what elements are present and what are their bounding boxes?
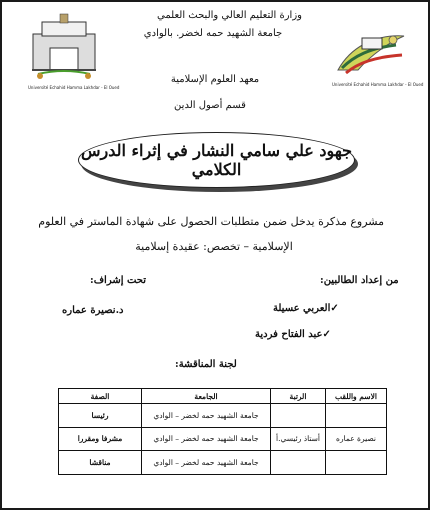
table-header-row bbox=[59, 389, 387, 404]
table-header-role: الصفة bbox=[59, 389, 142, 404]
project-description-line-2: الإسلامية – تخصص: عقيدة إسلامية bbox=[135, 240, 293, 253]
table-row bbox=[59, 427, 387, 451]
table-cell-role: مشرفا ومقررا bbox=[59, 427, 142, 451]
table-cell-university: جامعة الشهيد حمه لخضر – الوادي bbox=[142, 427, 271, 451]
thesis-title: جهود علي سامي النشار في إثراء الدرس الكلامي bbox=[78, 132, 355, 188]
table-cell-rank bbox=[271, 404, 326, 428]
institute-heading: معهد العلوم الإسلامية bbox=[170, 74, 260, 85]
committee-label: لجنة المناقشة: bbox=[175, 359, 237, 370]
students-label: من إعداد الطالبين: bbox=[320, 275, 399, 286]
supervisor-name: د.نصيرة عماره bbox=[62, 305, 124, 316]
table-row bbox=[59, 451, 387, 475]
logo-caption-left: Université Echahid Hamma Lakhdar - El Oued bbox=[28, 85, 120, 90]
department-heading: قسم أصول الدين bbox=[174, 100, 246, 111]
cropped-footer-text bbox=[115, 496, 315, 504]
table-cell-rank bbox=[271, 451, 326, 475]
table-header-name: الاسم واللقب bbox=[326, 389, 387, 404]
table-row bbox=[59, 404, 387, 428]
table-header-university: الجامعة bbox=[142, 389, 271, 404]
university-heading: جامعة الشهيد حمه لخضر. بالوادي bbox=[143, 28, 283, 39]
student-name-2: ✓عبد الفتاح فردية bbox=[255, 329, 331, 340]
table-cell-university: جامعة الشهيد حمه لخضر – الوادي bbox=[142, 451, 271, 475]
committee-table bbox=[58, 388, 377, 475]
building-logo-icon bbox=[28, 12, 100, 84]
table-cell-role: رئيسا bbox=[59, 404, 142, 428]
student-name-1: ✓العربي عسيلة bbox=[273, 303, 339, 314]
university-emblem-icon bbox=[332, 28, 410, 80]
table-cell-name bbox=[326, 404, 387, 428]
table-cell-name: نصيرة عماره bbox=[326, 427, 387, 451]
committee-table-grid bbox=[58, 388, 387, 475]
university-logo-left bbox=[28, 12, 120, 92]
table-header-rank: الرتبة bbox=[271, 389, 326, 404]
university-logo-right bbox=[332, 28, 424, 88]
logo-caption-right: Université Echahid Hamma Lakhdar - El Oued bbox=[332, 82, 424, 87]
table-cell-name bbox=[326, 451, 387, 475]
project-description-line-1: مشروع مذكرة يدخل ضمن متطلبات الحصول على شهادة الماستر في العلوم bbox=[38, 215, 384, 228]
ministry-heading: وزارة التعليم العالي والبحث العلمي bbox=[157, 10, 302, 21]
page-border-left bbox=[0, 0, 2, 510]
table-cell-rank: أستاذ رئيسي.أ bbox=[271, 427, 326, 451]
supervision-label: تحت إشراف: bbox=[90, 275, 147, 286]
table-cell-university: جامعة الشهيد حمه لخضر – الوادي bbox=[142, 404, 271, 428]
page-border-top bbox=[0, 0, 430, 2]
table-cell-role: مناقشا bbox=[59, 451, 142, 475]
